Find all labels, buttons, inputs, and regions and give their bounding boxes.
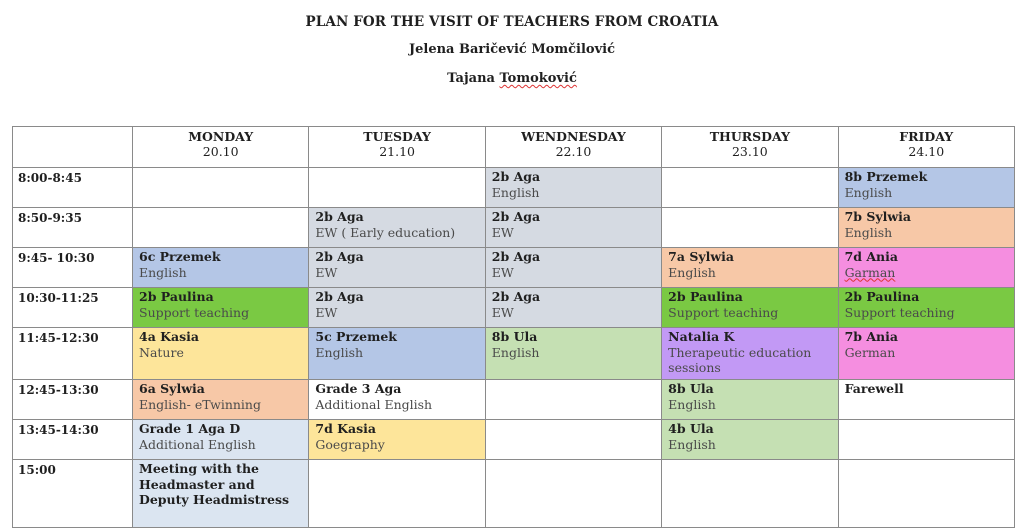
time-slot-label: 13:45-14:30 — [13, 420, 133, 460]
schedule-cell — [485, 208, 661, 248]
schedule-cell — [838, 328, 1014, 380]
day-name: THURSDAY — [709, 129, 790, 144]
time-slot-row — [13, 420, 1015, 460]
subject: Therapeutic education sessions — [668, 344, 812, 375]
schedule-cell — [485, 248, 661, 288]
schedule-cell — [309, 208, 485, 248]
subject: Support teaching — [139, 304, 250, 320]
empty-cell — [662, 460, 838, 528]
time-slot-label: 10:30-11:25 — [13, 288, 133, 328]
time-slot-row — [13, 460, 1015, 528]
class-teacher: Natalia K — [668, 329, 735, 344]
time-column-header — [13, 127, 133, 168]
class-teacher: 2b Paulina — [668, 289, 743, 304]
empty-cell — [485, 420, 661, 460]
schedule-cell — [662, 328, 838, 380]
class-teacher: Grade 3 Aga — [315, 381, 402, 396]
day-date: 20.10 — [202, 144, 239, 159]
subject: EW ( Early education) — [315, 224, 456, 240]
schedule-cell — [662, 420, 838, 460]
subject: Additional English — [315, 396, 433, 412]
subject: English — [844, 224, 893, 240]
subject: EW — [491, 264, 514, 280]
day-header — [838, 127, 1014, 168]
class-teacher: 5c Przemek — [315, 329, 397, 344]
day-name: TUESDAY — [363, 129, 431, 144]
time-slot-row — [13, 168, 1015, 208]
subject: English — [139, 264, 187, 280]
empty-cell — [662, 168, 838, 208]
teacher-2-first-name: Tajana — [447, 71, 495, 86]
class-teacher: 2b Aga — [315, 249, 364, 264]
class-teacher: 2b Aga — [315, 209, 364, 224]
schedule-cell — [133, 328, 309, 380]
subject: EW — [491, 304, 514, 320]
class-teacher: 6c Przemek — [139, 249, 221, 264]
class-teacher: 2b Aga — [491, 209, 541, 224]
subject: Garman — [844, 264, 896, 280]
subject: Additional English — [139, 436, 256, 452]
empty-cell — [133, 168, 309, 208]
time-slot-label: 12:45-13:30 — [13, 380, 133, 420]
schedule-cell — [309, 380, 485, 420]
day-header — [133, 127, 309, 168]
class-teacher: 4b Ula — [668, 421, 714, 436]
class-teacher: 2b Paulina — [844, 289, 920, 304]
schedule-cell — [838, 248, 1014, 288]
time-slot-label: 8:00-8:45 — [13, 168, 133, 208]
schedule-cell — [485, 288, 661, 328]
subject: English — [315, 344, 364, 360]
class-teacher: 8b Przemek — [844, 169, 928, 184]
time-slot-row — [13, 380, 1015, 420]
day-header — [309, 127, 485, 168]
subject: EW — [315, 304, 338, 320]
empty-cell — [309, 168, 485, 208]
class-teacher: Farewell — [844, 381, 904, 396]
schedule-cell — [838, 208, 1014, 248]
day-date: 21.10 — [379, 144, 415, 159]
class-teacher: 2b Paulina — [139, 289, 214, 304]
day-name: FRIDAY — [899, 129, 954, 144]
subject: English — [668, 396, 716, 412]
class-teacher: 2b Aga — [315, 289, 364, 304]
subject: EW — [315, 264, 338, 280]
day-header — [662, 127, 838, 168]
time-slot-label: 8:50-9:35 — [13, 208, 133, 248]
schedule-table — [12, 126, 1015, 528]
day-header-row — [13, 127, 1015, 168]
schedule-cell — [133, 380, 309, 420]
empty-cell — [133, 208, 309, 248]
schedule-cell — [838, 380, 1014, 420]
subject: English — [668, 436, 716, 452]
day-date: 22.10 — [555, 144, 592, 159]
time-slot-row — [13, 248, 1015, 288]
teacher-2-last-name: Tomoković — [499, 71, 577, 86]
subject: English- eTwinning — [139, 396, 261, 412]
schedule-cell — [309, 288, 485, 328]
class-teacher: 8b Ula — [668, 381, 714, 396]
day-name: WENDNESDAY — [521, 129, 626, 144]
class-teacher: 7b Sylwia — [844, 209, 911, 224]
class-teacher: 7a Sylwia — [668, 249, 734, 264]
empty-cell — [485, 460, 661, 528]
teacher-name-2 — [0, 71, 1024, 86]
subject: Goegraphy — [315, 436, 385, 452]
schedule-cell — [485, 168, 661, 208]
time-slot-label: 9:45- 10:30 — [13, 248, 133, 288]
class-teacher: 7d Kasia — [315, 421, 377, 436]
class-teacher: 2b Aga — [491, 289, 541, 304]
day-name: MONDAY — [188, 129, 254, 144]
subject: Nature — [139, 344, 184, 360]
time-slot-row — [13, 208, 1015, 248]
subject: English — [668, 264, 716, 280]
subject: Support teaching — [668, 304, 779, 320]
schedule-cell — [662, 248, 838, 288]
schedule-cell — [309, 328, 485, 380]
empty-cell — [662, 208, 838, 248]
subject: English — [844, 184, 893, 200]
subject: German — [844, 344, 896, 360]
subject: Support teaching — [844, 304, 955, 320]
class-teacher: 7d Ania — [844, 249, 898, 264]
time-slot-row — [13, 328, 1015, 380]
schedule-cell — [485, 328, 661, 380]
schedule-cell — [309, 248, 485, 288]
schedule-cell — [133, 288, 309, 328]
time-slot-label: 11:45-12:30 — [13, 328, 133, 380]
class-teacher: 2b Aga — [491, 169, 541, 184]
teacher-name-1: Jelena Baričević Momčilović — [408, 42, 616, 57]
schedule-cell — [838, 168, 1014, 208]
class-teacher: 7b Ania — [844, 329, 898, 344]
subject: English — [491, 184, 540, 200]
schedule-cell — [662, 380, 838, 420]
empty-cell — [838, 420, 1014, 460]
class-teacher: 6a Sylwia — [139, 381, 205, 396]
schedule-cell — [309, 420, 485, 460]
document-title: PLAN FOR THE VISIT OF TEACHERS FROM CROATIA — [305, 14, 719, 30]
class-teacher: 8b Ula — [491, 329, 538, 344]
day-date: 24.10 — [908, 144, 945, 159]
schedule-cell — [662, 288, 838, 328]
class-teacher: Grade 1 Aga D — [139, 421, 241, 436]
empty-cell — [309, 460, 485, 528]
schedule-cell — [838, 288, 1014, 328]
day-header — [485, 127, 661, 168]
schedule-cell — [133, 420, 309, 460]
class-teacher: Meeting with the Headmaster and Deputy Headmistress — [139, 461, 290, 507]
empty-cell — [485, 380, 661, 420]
empty-cell — [838, 460, 1014, 528]
subject: EW — [491, 224, 514, 240]
time-slot-label: 15:00 — [13, 460, 133, 528]
schedule-cell — [133, 248, 309, 288]
class-teacher: 2b Aga — [491, 249, 541, 264]
time-slot-row — [13, 288, 1015, 328]
day-date: 23.10 — [731, 144, 768, 159]
subject: English — [491, 344, 540, 360]
schedule-cell — [133, 460, 309, 528]
class-teacher: 4a Kasia — [139, 329, 199, 344]
